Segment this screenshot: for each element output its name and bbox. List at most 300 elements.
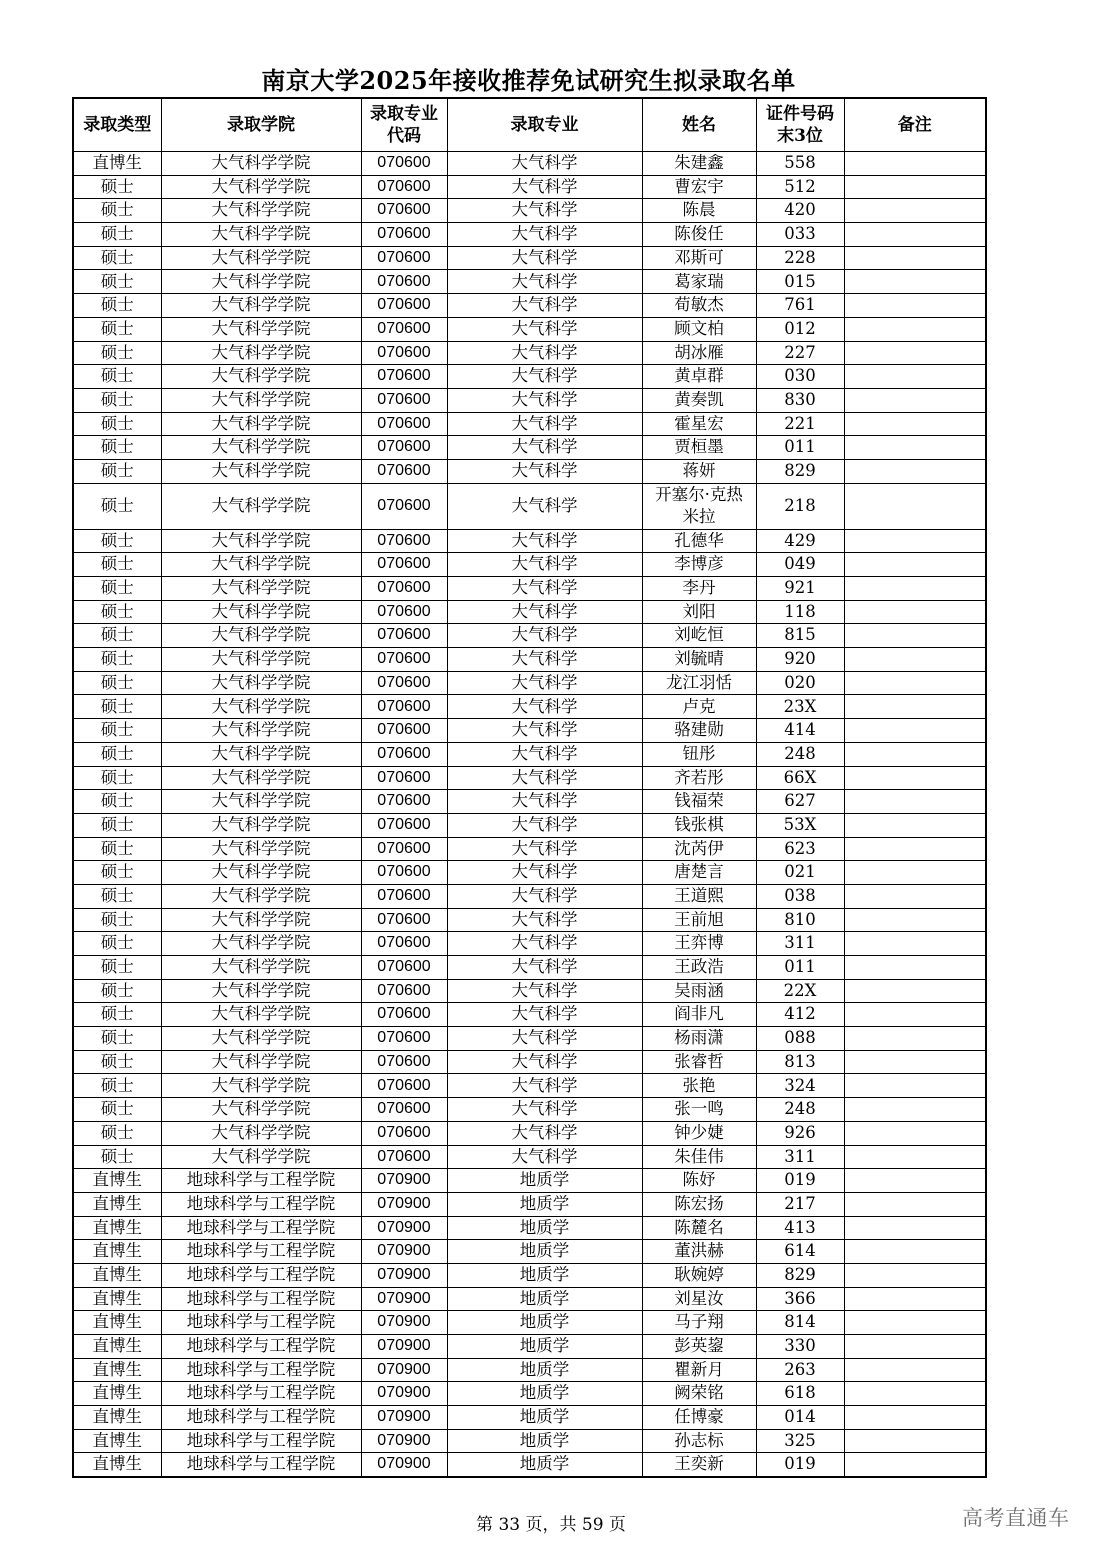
remark-cell [844,1311,986,1335]
name-cell: 马子翔 [642,1311,756,1335]
college-cell: 大气科学学院 [161,742,361,766]
major-code-cell: 070900 [361,1216,447,1240]
table-row [73,600,986,624]
id-last3-cell: 218 [756,483,844,529]
major-cell: 大气科学 [447,1003,642,1027]
table-row [73,979,986,1003]
major-code-cell: 070600 [361,932,447,956]
admission-type-cell: 直博生 [73,1263,161,1287]
admission-type-cell: 硕士 [73,932,161,956]
major-cell: 大气科学 [447,861,642,885]
major-code-cell: 070600 [361,1074,447,1098]
major-cell: 大气科学 [447,813,642,837]
remark-cell [844,1382,986,1406]
name-cell: 刘屹恒 [642,624,756,648]
major-code-cell: 070600 [361,884,447,908]
id-last3-cell: 325 [756,1429,844,1453]
admission-type-cell: 硕士 [73,979,161,1003]
remark-cell [844,529,986,553]
admission-type-cell: 直博生 [73,1335,161,1359]
table-row [73,1003,986,1027]
remark-cell [844,199,986,223]
name-cell: 张睿哲 [642,1050,756,1074]
major-code-cell: 070600 [361,648,447,672]
id-last3-cell: 22X [756,979,844,1003]
name-cell: 骆建勋 [642,719,756,743]
admission-type-cell: 硕士 [73,317,161,341]
major-cell: 地质学 [447,1216,642,1240]
table-body [73,152,986,1477]
college-cell: 大气科学学院 [161,813,361,837]
admission-type-cell: 直博生 [73,1358,161,1382]
remark-cell [844,412,986,436]
admission-type-cell: 硕士 [73,884,161,908]
name-cell: 瞿新月 [642,1358,756,1382]
major-code-cell: 070600 [361,388,447,412]
major-code-cell: 070900 [361,1335,447,1359]
id-last3-cell: 227 [756,341,844,365]
major-cell: 地质学 [447,1192,642,1216]
remark-cell [844,1192,986,1216]
major-cell: 大气科学 [447,365,642,389]
college-cell: 大气科学学院 [161,270,361,294]
name-cell: 刘毓晴 [642,648,756,672]
page-footer [0,1513,1102,1537]
admission-type-cell: 硕士 [73,648,161,672]
id-last3-cell: 558 [756,152,844,176]
name-cell: 张一鸣 [642,1098,756,1122]
college-cell: 大气科学学院 [161,1050,361,1074]
college-cell: 大气科学学院 [161,600,361,624]
major-code-cell: 070600 [361,483,447,529]
admission-type-cell: 直博生 [73,1240,161,1264]
remark-cell [844,1429,986,1453]
id-last3-cell: 830 [756,388,844,412]
college-cell: 大气科学学院 [161,412,361,436]
major-cell: 大气科学 [447,671,642,695]
college-cell: 大气科学学院 [161,365,361,389]
remark-cell [844,270,986,294]
remark-cell [844,1453,986,1477]
major-code-cell: 070900 [361,1192,447,1216]
name-cell: 邓斯可 [642,246,756,270]
college-cell: 大气科学学院 [161,790,361,814]
major-cell: 大气科学 [447,341,642,365]
name-cell: 杨雨潇 [642,1027,756,1051]
major-code-cell: 070900 [361,1429,447,1453]
college-cell: 大气科学学院 [161,1027,361,1051]
major-cell: 大气科学 [447,175,642,199]
page-title: 南京大学2025年接收推荐免试研究生拟录取名单 [261,66,796,95]
major-code-cell: 070900 [361,1311,447,1335]
college-cell: 地球科学与工程学院 [161,1429,361,1453]
admission-type-cell: 硕士 [73,270,161,294]
id-last3-cell: 038 [756,884,844,908]
major-cell: 地质学 [447,1335,642,1359]
major-code-cell: 070600 [361,436,447,460]
college-cell: 大气科学学院 [161,624,361,648]
admission-type-cell: 硕士 [73,1145,161,1169]
admission-type-cell: 硕士 [73,246,161,270]
remark-cell [844,365,986,389]
admission-type-cell: 硕士 [73,671,161,695]
id-last3-cell: 019 [756,1453,844,1477]
remark-cell [844,246,986,270]
admission-type-cell: 硕士 [73,388,161,412]
name-cell: 顾文柏 [642,317,756,341]
admission-type-cell: 硕士 [73,529,161,553]
major-cell: 地质学 [447,1358,642,1382]
remark-cell [844,388,986,412]
college-cell: 大气科学学院 [161,956,361,980]
college-cell: 地球科学与工程学院 [161,1358,361,1382]
id-last3-cell: 810 [756,908,844,932]
major-code-cell: 070900 [361,1263,447,1287]
major-code-cell: 070600 [361,412,447,436]
admission-type-cell: 硕士 [73,412,161,436]
admission-type-cell: 硕士 [73,577,161,601]
college-cell: 大气科学学院 [161,152,361,176]
name-cell: 李丹 [642,577,756,601]
table-row [73,1027,986,1051]
admission-type-cell: 硕士 [73,790,161,814]
table-row [73,1098,986,1122]
name-cell: 陈晨 [642,199,756,223]
name-cell: 龙江羽恬 [642,671,756,695]
college-cell: 大气科学学院 [161,932,361,956]
college-cell: 大气科学学院 [161,529,361,553]
name-cell: 霍星宏 [642,412,756,436]
admission-type-cell: 硕士 [73,553,161,577]
name-cell: 曹宏宇 [642,175,756,199]
header-name: 姓名 [642,98,756,152]
remark-cell [844,766,986,790]
name-cell: 阎非凡 [642,1003,756,1027]
admission-type-cell: 直博生 [73,1287,161,1311]
major-cell: 地质学 [447,1287,642,1311]
admission-type-cell: 硕士 [73,695,161,719]
admission-type-cell: 硕士 [73,223,161,247]
id-last3-cell: 420 [756,199,844,223]
table-row [73,365,986,389]
admission-type-cell: 硕士 [73,719,161,743]
college-cell: 大气科学学院 [161,223,361,247]
admission-type-cell: 硕士 [73,837,161,861]
id-last3-cell: 011 [756,956,844,980]
table-row [73,766,986,790]
college-cell: 大气科学学院 [161,1145,361,1169]
header-remark: 备注 [844,98,986,152]
major-cell: 大气科学 [447,1050,642,1074]
id-last3-cell: 118 [756,600,844,624]
major-cell: 大气科学 [447,412,642,436]
college-cell: 大气科学学院 [161,175,361,199]
id-last3-cell: 53X [756,813,844,837]
major-cell: 大气科学 [447,1121,642,1145]
table-row [73,294,986,318]
name-cell: 胡冰雁 [642,341,756,365]
table-row [73,884,986,908]
admission-type-cell: 硕士 [73,956,161,980]
major-code-cell: 070600 [361,837,447,861]
admission-type-cell: 硕士 [73,908,161,932]
major-cell: 大气科学 [447,199,642,223]
id-last3-cell: 217 [756,1192,844,1216]
remark-cell [844,742,986,766]
major-cell: 大气科学 [447,270,642,294]
table-row [73,1453,986,1477]
table-row [73,1382,986,1406]
major-code-cell: 070600 [361,1145,447,1169]
name-cell: 朱建鑫 [642,152,756,176]
admission-type-cell: 直博生 [73,1216,161,1240]
major-code-cell: 070600 [361,246,447,270]
name-cell: 朱佳伟 [642,1145,756,1169]
table-row [73,577,986,601]
admission-type-cell: 硕士 [73,1121,161,1145]
major-code-cell: 070600 [361,600,447,624]
college-cell: 大气科学学院 [161,979,361,1003]
major-code-cell: 070900 [361,1169,447,1193]
remark-cell [844,459,986,483]
id-last3-cell: 221 [756,412,844,436]
name-cell: 黄奏凯 [642,388,756,412]
college-cell: 大气科学学院 [161,459,361,483]
admission-type-cell: 直博生 [73,1453,161,1477]
remark-cell [844,1216,986,1240]
header-id-last3: 证件号码 末3位 [756,98,844,152]
remark-cell [844,553,986,577]
college-cell: 大气科学学院 [161,884,361,908]
table-row [73,719,986,743]
name-cell: 卢克 [642,695,756,719]
admission-type-cell: 硕士 [73,365,161,389]
table-row [73,624,986,648]
table-row [73,483,986,529]
header-major: 录取专业 [447,98,642,152]
major-code-cell: 070900 [361,1453,447,1477]
name-cell: 王道熙 [642,884,756,908]
name-cell: 沈芮伊 [642,837,756,861]
name-cell: 王奕新 [642,1453,756,1477]
college-cell: 大气科学学院 [161,317,361,341]
id-last3-cell: 623 [756,837,844,861]
id-last3-cell: 627 [756,790,844,814]
id-last3-cell: 761 [756,294,844,318]
major-cell: 地质学 [447,1169,642,1193]
college-cell: 大气科学学院 [161,837,361,861]
major-cell: 大气科学 [447,483,642,529]
remark-cell [844,861,986,885]
admission-type-cell: 直博生 [73,1429,161,1453]
id-last3-cell: 815 [756,624,844,648]
admission-type-cell: 直博生 [73,1311,161,1335]
remark-cell [844,577,986,601]
major-code-cell: 070600 [361,719,447,743]
major-code-cell: 070600 [361,695,447,719]
college-cell: 大气科学学院 [161,719,361,743]
major-code-cell: 070600 [361,861,447,885]
college-cell: 大气科学学院 [161,388,361,412]
college-cell: 大气科学学院 [161,766,361,790]
college-cell: 大气科学学院 [161,1121,361,1145]
table-row [73,388,986,412]
major-code-cell: 070900 [361,1406,447,1430]
admission-type-cell: 硕士 [73,459,161,483]
remark-cell [844,1240,986,1264]
remark-cell [844,790,986,814]
id-last3-cell: 011 [756,436,844,460]
name-cell: 陈麓名 [642,1216,756,1240]
table-row [73,1169,986,1193]
major-code-cell: 070600 [361,813,447,837]
major-code-cell: 070600 [361,1003,447,1027]
college-cell: 地球科学与工程学院 [161,1287,361,1311]
major-code-cell: 070900 [361,1358,447,1382]
table-row [73,1192,986,1216]
name-cell: 贾桓墨 [642,436,756,460]
admission-type-cell: 硕士 [73,742,161,766]
table-row [73,175,986,199]
major-code-cell: 070600 [361,223,447,247]
admission-type-cell: 硕士 [73,1003,161,1027]
name-cell: 董洪赫 [642,1240,756,1264]
remark-cell [844,671,986,695]
name-cell: 刘阳 [642,600,756,624]
table-row [73,695,986,719]
table-row [73,1358,986,1382]
id-last3-cell: 829 [756,1263,844,1287]
admission-type-cell: 硕士 [73,1027,161,1051]
table-row [73,1145,986,1169]
major-code-cell: 070600 [361,152,447,176]
major-code-cell: 070600 [361,1121,447,1145]
admission-type-cell: 硕士 [73,813,161,837]
admission-type-cell: 硕士 [73,1074,161,1098]
table-row [73,1240,986,1264]
table-row [73,412,986,436]
id-last3-cell: 330 [756,1335,844,1359]
remark-cell [844,1050,986,1074]
id-last3-cell: 311 [756,1145,844,1169]
id-last3-cell: 23X [756,695,844,719]
name-cell: 钱福荣 [642,790,756,814]
college-cell: 大气科学学院 [161,861,361,885]
table-row [73,270,986,294]
major-code-cell: 070600 [361,790,447,814]
id-last3-cell: 014 [756,1406,844,1430]
college-cell: 大气科学学院 [161,294,361,318]
header-admission-type: 录取类型 [73,98,161,152]
name-cell: 王弈博 [642,932,756,956]
watermark-text: 高考直通车 [962,1506,1070,1530]
major-code-cell: 070600 [361,553,447,577]
table-row [73,436,986,460]
major-cell: 地质学 [447,1311,642,1335]
remark-cell [844,1145,986,1169]
table-row [73,837,986,861]
id-last3-cell: 033 [756,223,844,247]
admission-type-cell: 直博生 [73,1406,161,1430]
college-cell: 大气科学学院 [161,483,361,529]
major-code-cell: 070600 [361,341,447,365]
remark-cell [844,1169,986,1193]
major-cell: 大气科学 [447,790,642,814]
admission-type-cell: 硕士 [73,1098,161,1122]
table-row [73,1335,986,1359]
admission-type-cell: 硕士 [73,1050,161,1074]
college-cell: 地球科学与工程学院 [161,1240,361,1264]
remark-cell [844,341,986,365]
table-row [73,671,986,695]
college-cell: 大气科学学院 [161,577,361,601]
major-cell: 大气科学 [447,695,642,719]
remark-cell [844,600,986,624]
admission-type-cell: 直博生 [73,1382,161,1406]
college-cell: 地球科学与工程学院 [161,1406,361,1430]
college-cell: 大气科学学院 [161,648,361,672]
remark-cell [844,719,986,743]
id-last3-cell: 248 [756,1098,844,1122]
table-row [73,459,986,483]
name-cell: 陈宏扬 [642,1192,756,1216]
id-last3-cell: 813 [756,1050,844,1074]
admission-type-cell: 直博生 [73,152,161,176]
remark-cell [844,1263,986,1287]
id-last3-cell: 413 [756,1216,844,1240]
name-cell: 王政浩 [642,956,756,980]
college-cell: 大气科学学院 [161,1003,361,1027]
college-cell: 地球科学与工程学院 [161,1335,361,1359]
id-last3-cell: 829 [756,459,844,483]
remark-cell [844,908,986,932]
table-row [73,813,986,837]
major-code-cell: 070600 [361,908,447,932]
id-last3-cell: 012 [756,317,844,341]
remark-cell [844,1074,986,1098]
major-code-cell: 070600 [361,529,447,553]
major-cell: 大气科学 [447,577,642,601]
college-cell: 大气科学学院 [161,908,361,932]
remark-cell [844,624,986,648]
major-cell: 大气科学 [447,648,642,672]
remark-cell [844,317,986,341]
remark-cell [844,152,986,176]
remark-cell [844,979,986,1003]
remark-cell [844,1287,986,1311]
major-code-cell: 070600 [361,1050,447,1074]
remark-cell [844,294,986,318]
admission-type-cell: 硕士 [73,600,161,624]
table-row [73,1263,986,1287]
id-last3-cell: 049 [756,553,844,577]
id-last3-cell: 366 [756,1287,844,1311]
table-row [73,1429,986,1453]
table-row [73,553,986,577]
table-row [73,956,986,980]
name-cell: 齐若彤 [642,766,756,790]
name-cell: 黄卓群 [642,365,756,389]
remark-cell [844,223,986,247]
header-major-code: 录取专业 代码 [361,98,447,152]
name-cell: 彭英鋆 [642,1335,756,1359]
college-cell: 地球科学与工程学院 [161,1216,361,1240]
table-row [73,246,986,270]
major-cell: 大气科学 [447,979,642,1003]
id-last3-cell: 021 [756,861,844,885]
table-row [73,742,986,766]
major-code-cell: 070600 [361,577,447,601]
